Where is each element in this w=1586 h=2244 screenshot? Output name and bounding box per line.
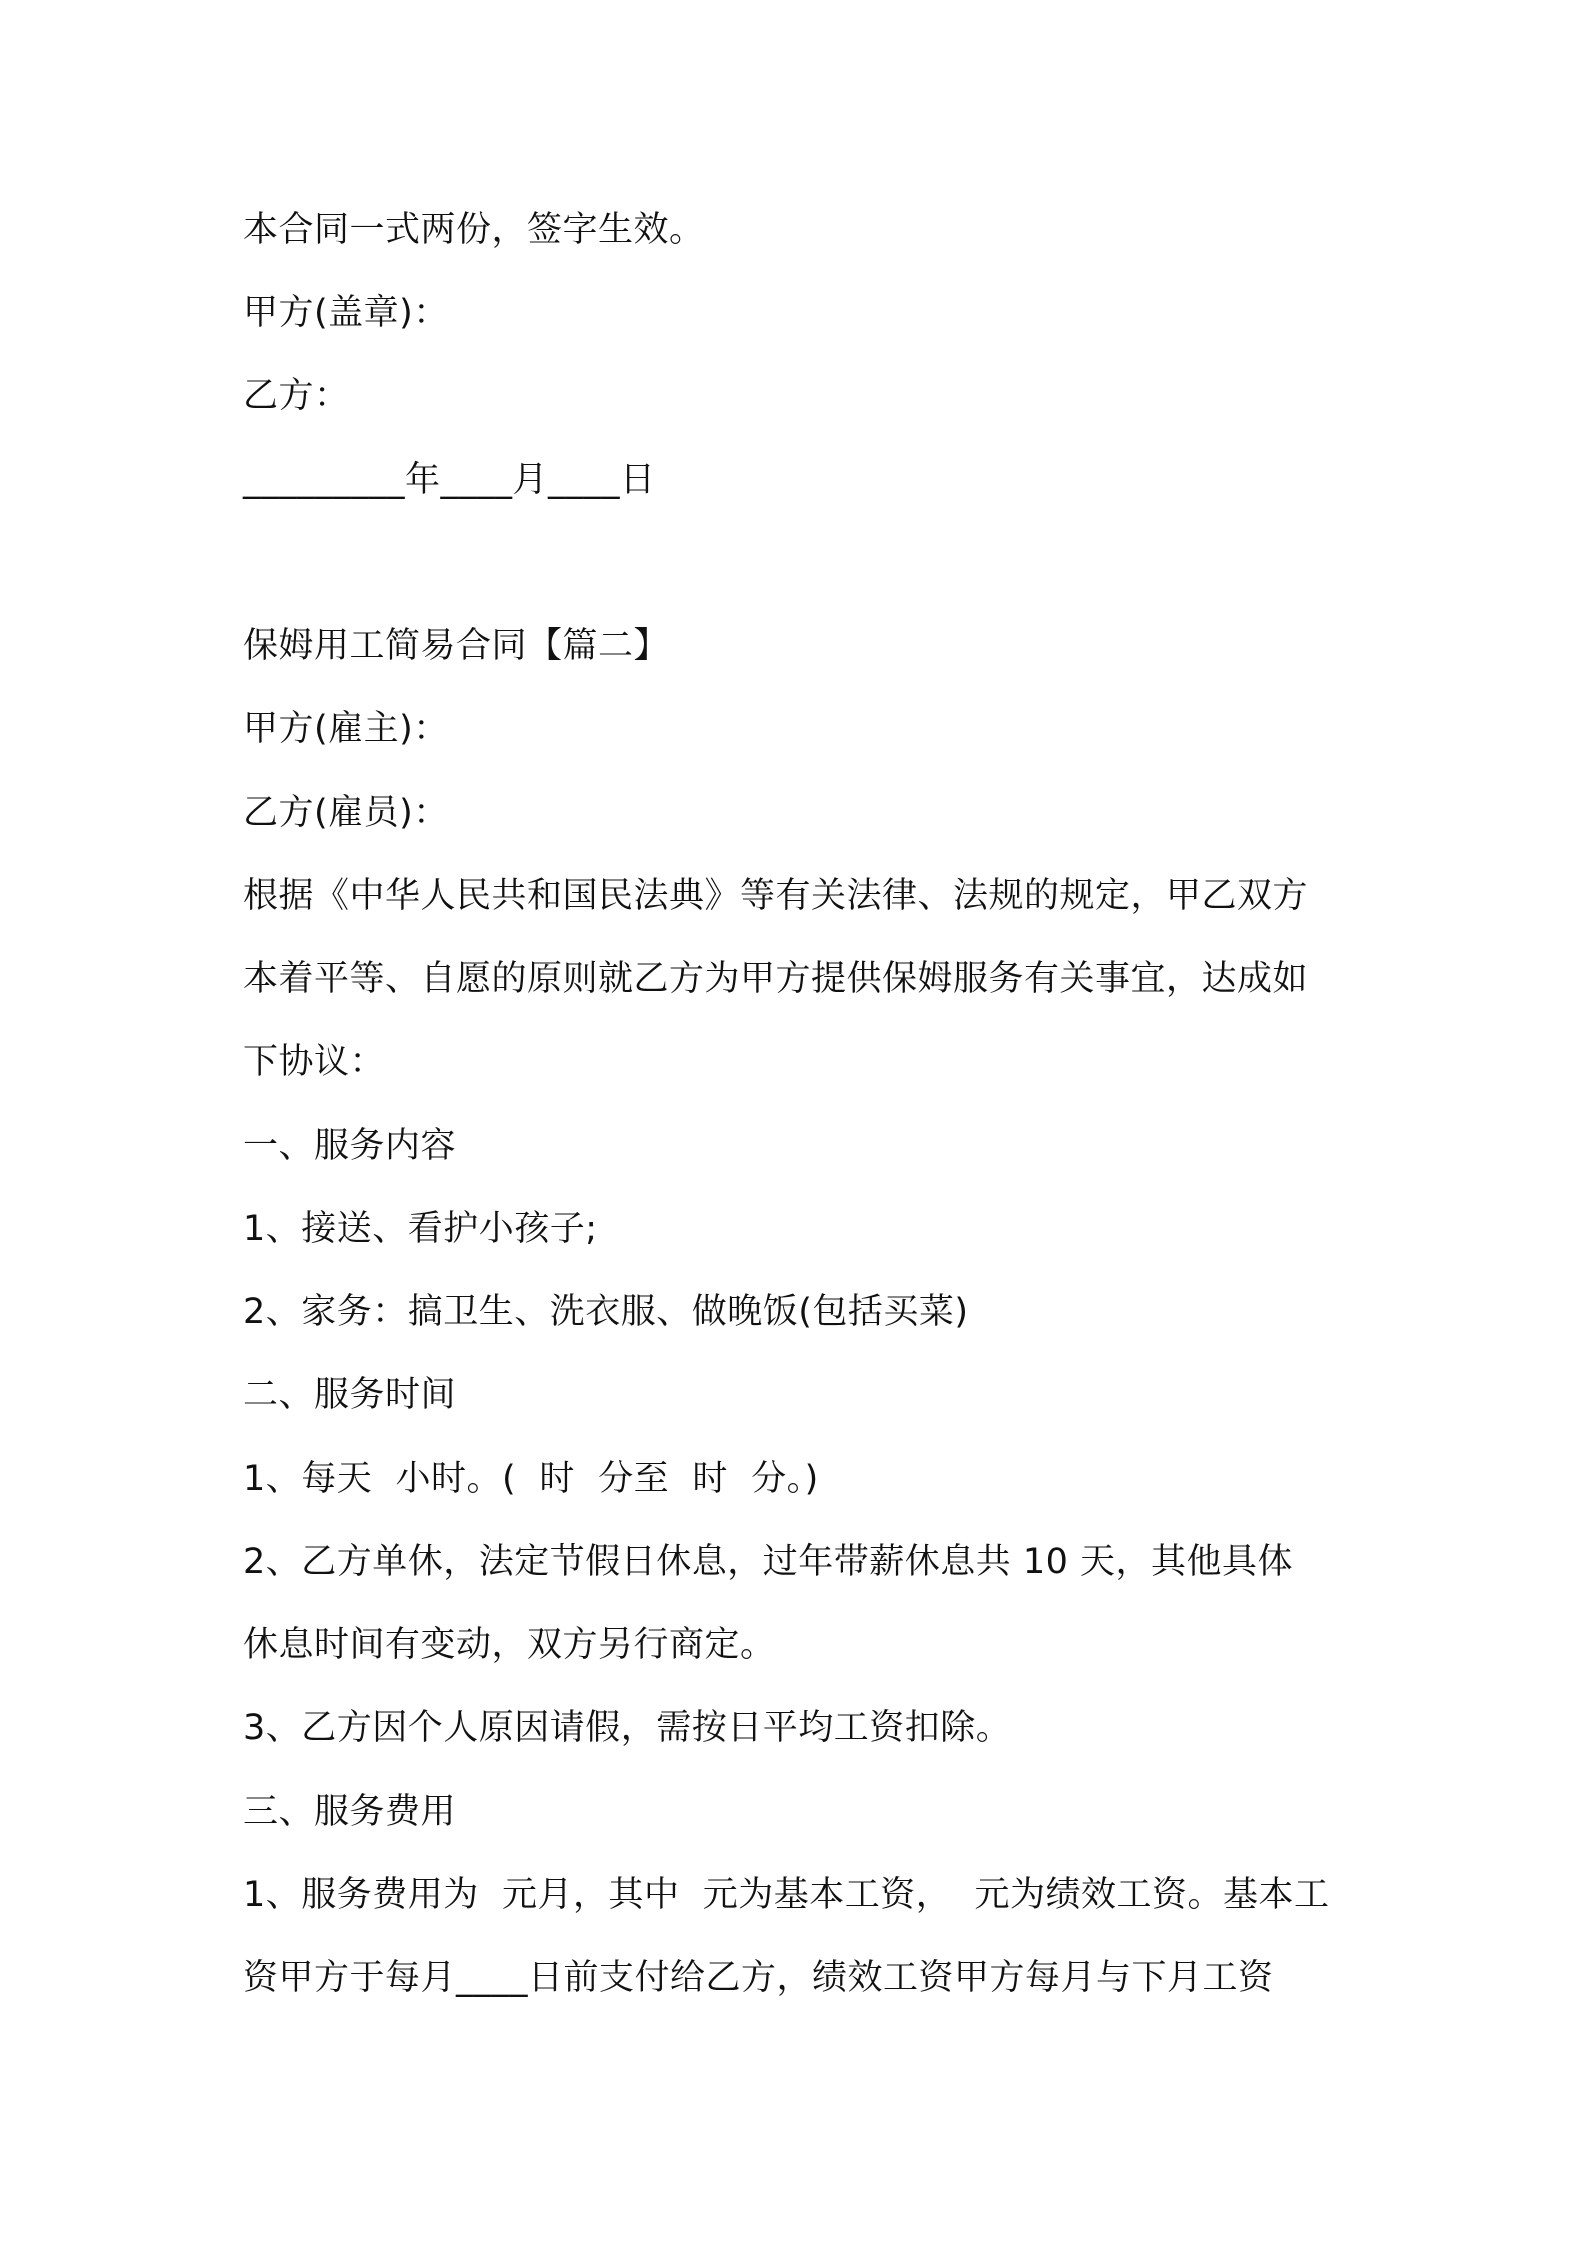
text-line: 本着平等、自愿的原则就乙方为甲方提供保姆服务有关事宜，达成如	[243, 959, 1309, 999]
text-line: _________年____月____日	[243, 460, 656, 500]
text-line: 1、服务费用为 元月，其中 元为基本工资， 元为绩效工资。基本工	[243, 1875, 1330, 1915]
text-line: 1、接送、看护小孩子;	[243, 1209, 598, 1249]
text-line: 休息时间有变动，双方另行商定。	[243, 1625, 776, 1665]
text-line: 乙方：	[243, 376, 350, 416]
text-line: 下协议：	[243, 1042, 386, 1082]
section-title: 保姆用工简易合同【篇二】	[243, 626, 670, 666]
text-line: 2、家务：搞卫生、洗衣服、做晚饭(包括买菜)	[243, 1292, 969, 1332]
section-heading: 一、服务内容	[243, 1126, 457, 1166]
text-line: 2、乙方单休，法定节假日休息，过年带薪休息共 10 天，其他具体	[243, 1542, 1294, 1582]
text-line: 甲方(盖章)：	[243, 293, 449, 333]
text-line: 乙方(雇员)：	[243, 793, 449, 833]
text-line: 1、每天 小时。( 时 分至 时 分。)	[243, 1459, 819, 1499]
text-line: 根据《中华人民共和国民法典》等有关法律、法规的规定，甲乙双方	[243, 876, 1309, 916]
text-line: 资甲方于每月____日前支付给乙方，绩效工资甲方每月与下月工资	[243, 1958, 1274, 1998]
section-heading: 二、服务时间	[243, 1375, 457, 1415]
text-line: 3、乙方因个人原因请假，需按日平均工资扣除。	[243, 1708, 1012, 1748]
text-line: 本合同一式两份，签字生效。	[243, 210, 705, 250]
section-heading: 三、服务费用	[243, 1792, 457, 1832]
text-line: 甲方(雇主)：	[243, 709, 449, 749]
